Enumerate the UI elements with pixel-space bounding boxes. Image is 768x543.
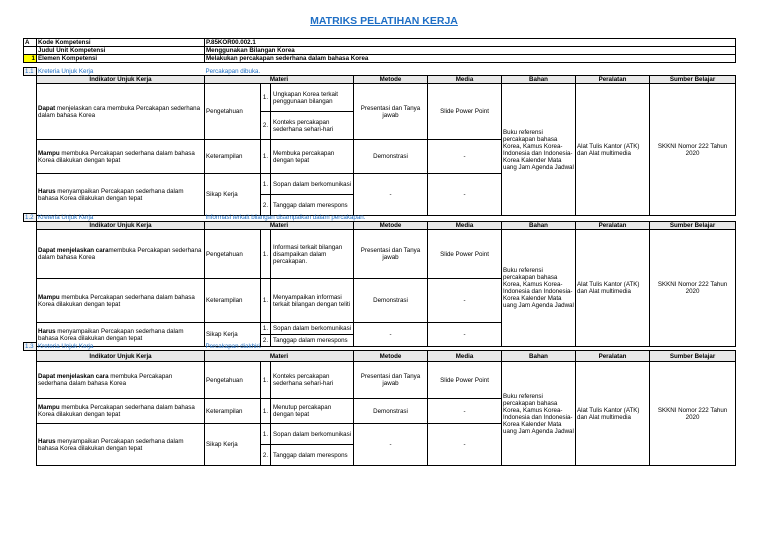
info-row-element <box>24 55 736 63</box>
header-media: Media <box>428 222 502 230</box>
table-header-row <box>24 351 736 362</box>
materi-text: Sopan dalam berkomunikasi <box>273 430 352 438</box>
materi-cell <box>261 399 354 424</box>
indikator-cell <box>37 174 205 216</box>
kriteria-value: Percakapan diakhiri. <box>205 342 262 350</box>
materi-text: Konteks percakapan sederhana sehari-hari <box>273 118 334 133</box>
metode-cell: Presentasi dan Tanya jawab <box>354 362 428 399</box>
kriteria-label: Kreteria Unjuk Kerja <box>38 342 94 350</box>
materi-text: Sopan dalam berkomunikasi <box>273 180 352 188</box>
materi-number: 1. <box>261 174 271 194</box>
aspek-cell: Pengetahuan <box>205 362 261 399</box>
header-materi: Materi <box>205 222 354 230</box>
materi-text: Tanggap dalam merespons <box>273 201 348 209</box>
header-indikator: Indikator Unjuk Kerja <box>37 222 205 230</box>
indikator-bold: Harus <box>38 437 56 445</box>
peralatan-cell: Alat Tulis Kantor (ATK) dan Alat multimedia <box>576 84 650 216</box>
indikator-text: menyampaikan Percakapan sederhana dalam bahasa Korea dilakukan dengan tepat <box>38 437 184 452</box>
kriteria-section <box>23 342 736 466</box>
media-cell: - <box>428 399 502 424</box>
header-sumber: Sumber Belajar <box>650 222 736 230</box>
header-peralatan: Peralatan <box>576 222 650 230</box>
materi-text: Tanggap dalam merespons <box>273 451 348 459</box>
materi-number: 1. <box>261 399 271 423</box>
info-row-title <box>24 47 736 55</box>
bahan-cell: Buku referensi percakapan bahasa Korea, Kamus Korea-Indonesia dan Indonesia-Korea Kalender Mata uang Jam Agenda Jadwal <box>502 84 576 216</box>
indikator-cell <box>37 424 205 466</box>
indikator-text: membuka Percakapan sederhana dalam bahasa Korea <box>38 373 173 387</box>
indikator-text: membuka Percakapan sederhana dalam bahasa Korea dilakukan dengan tepat <box>38 293 195 308</box>
materi-number: 1. <box>261 424 271 444</box>
media-cell: - <box>428 424 502 466</box>
materi-cell <box>261 362 354 399</box>
indikator-text: membuka Percakapan sederhana dalam bahasa Korea <box>38 247 202 261</box>
metode-cell: Presentasi dan Tanya jawab <box>354 230 428 279</box>
indikator-bold: Dapat <box>38 104 56 112</box>
info-label: Judul Unit Kompetensi <box>37 47 205 55</box>
materi-number: 2. <box>261 195 271 215</box>
header-bahan: Bahan <box>502 222 576 230</box>
kriteria-section <box>23 213 736 347</box>
header-peralatan: Peralatan <box>576 76 650 84</box>
info-label: Kode Kompetensi <box>37 39 205 47</box>
info-value: Menggunakan Bilangan Korea <box>205 47 736 55</box>
materi-cell <box>261 174 354 216</box>
indikator-cell <box>37 279 205 323</box>
metode-cell: Presentasi dan Tanya jawab <box>354 84 428 140</box>
materi-number: 1. <box>261 362 271 398</box>
indikator-text: membuka Percakapan sederhana dalam bahasa Korea dilakukan dengan tepat <box>38 149 195 164</box>
sumber-cell: SKKNI Nomor 222 Tahun 2020 <box>650 362 736 466</box>
indikator-bold: Mampu <box>38 404 60 411</box>
info-key: A <box>24 39 37 47</box>
indikator-bold: Mampu <box>38 293 60 301</box>
competency-info-table <box>23 38 736 63</box>
info-row-code <box>24 39 736 47</box>
header-metode: Metode <box>354 222 428 230</box>
aspek-cell: Keterampilan <box>205 399 261 424</box>
info-value: P.85KOR00.002.1 <box>205 39 736 47</box>
table-header-row <box>24 222 736 230</box>
materi-number: 1. <box>261 140 271 173</box>
bahan-cell: Buku referensi percakapan bahasa Korea, Kamus Korea-Indonesia dan Indonesia-Korea Kalender Mata uang Jam Agenda Jadwal <box>502 362 576 466</box>
header-bahan: Bahan <box>502 76 576 84</box>
info-key <box>24 47 37 55</box>
indikator-text: menjelaskan cara membuka Percakapan sederhana dalam bahasa Korea <box>38 104 201 119</box>
materi-text: Informasi terkait bilangan disampaikan dalam percakapan. <box>273 243 343 265</box>
materi-number: 1. <box>261 84 271 111</box>
header-media: Media <box>428 351 502 362</box>
kriteria-row <box>24 214 736 222</box>
peralatan-cell: Alat Tulis Kantor (ATK) dan Alat multimedia <box>576 362 650 466</box>
aspek-cell: Sikap Kerja <box>205 174 261 216</box>
metode-cell: - <box>354 424 428 466</box>
materi-text: Menyampaikan informasi terkait bilangan dengan teliti <box>273 293 351 308</box>
kriteria-value: Informasi terkait bilangan disampaikan dalam percakapan. <box>205 213 366 221</box>
header-peralatan: Peralatan <box>576 351 650 362</box>
materi-cell <box>261 424 354 466</box>
indikator-bold: Harus <box>38 327 56 335</box>
indikator-cell <box>37 230 205 279</box>
header-materi: Materi <box>205 76 354 84</box>
metode-cell: Demonstrasi <box>354 399 428 424</box>
header-metode: Metode <box>354 351 428 362</box>
table-row <box>24 84 736 140</box>
kriteria-label: Kreteria Unjuk Kerja <box>38 67 94 75</box>
kriteria-section <box>23 67 736 216</box>
kriteria-number: 1.2 <box>24 214 37 222</box>
media-cell: Slide Power Point <box>428 84 502 140</box>
kriteria-value: Percakapan dibuka. <box>205 67 261 75</box>
indikator-bold: Harus <box>38 187 56 195</box>
sumber-cell: SKKNI Nomor 222 Tahun 2020 <box>650 230 736 347</box>
materi-text: Sopan dalam berkomunikasi <box>273 325 352 332</box>
materi-number: 2. <box>261 335 271 346</box>
materi-number: 2. <box>261 445 271 465</box>
media-cell: - <box>428 279 502 323</box>
indikator-bold: Dapat menjelaskan cara <box>38 247 109 254</box>
materi-text: Ungkapan Korea terkait penggunaan bilangan <box>273 90 339 105</box>
header-bahan: Bahan <box>502 351 576 362</box>
indikator-bold: Dapat menjelaskan cara <box>38 373 109 380</box>
materi-number: 1. <box>261 279 271 322</box>
kriteria-row <box>24 68 736 76</box>
header-indikator: Indikator Unjuk Kerja <box>37 351 205 362</box>
aspek-cell: Pengetahuan <box>205 84 261 140</box>
indikator-text: membuka Percakapan sederhana dalam bahasa Korea dilakukan dengan tepat <box>38 404 195 418</box>
sumber-cell: SKKNI Nomor 222 Tahun 2020 <box>650 84 736 216</box>
metode-cell: Demonstrasi <box>354 279 428 323</box>
indikator-text: menyampaikan Percakapan sederhana dalam bahasa Korea dilakukan dengan tepat <box>38 327 184 342</box>
materi-cell <box>261 84 354 140</box>
kriteria-label: Kreteria Unjuk Kerja <box>38 213 94 221</box>
kriteria-number: 1.3 <box>24 343 37 351</box>
media-cell: - <box>428 323 502 347</box>
indikator-cell <box>37 84 205 140</box>
aspek-cell: Keterampilan <box>205 279 261 323</box>
metode-cell: Demonstrasi <box>354 140 428 174</box>
materi-number: 2. <box>261 112 271 139</box>
page-title: MATRIKS PELATIHAN KERJA <box>310 15 458 27</box>
header-materi: Materi <box>205 351 354 362</box>
header-metode: Metode <box>354 76 428 84</box>
header-sumber: Sumber Belajar <box>650 76 736 84</box>
media-cell: - <box>428 174 502 216</box>
materi-number: 1. <box>261 323 271 334</box>
indikator-cell <box>37 140 205 174</box>
indikator-cell <box>37 399 205 424</box>
info-label: Elemen Kompetensi <box>37 55 205 63</box>
materi-text: Konteks percakapan sederhana sehari-hari <box>273 373 334 387</box>
indikator-bold: Mampu <box>38 149 60 157</box>
info-key: 1 <box>24 55 37 63</box>
media-cell: Slide Power Point <box>428 230 502 279</box>
bahan-cell: Buku referensi percakapan bahasa Korea, Kamus Korea-Indonesia dan Indonesia-Korea Kalender Mata uang Jam Agenda Jadwal <box>502 230 576 347</box>
materi-cell <box>261 230 354 279</box>
indikator-text: menyampaikan Percakapan sederhana dalam bahasa Korea dilakukan dengan tepat <box>38 187 184 202</box>
materi-cell <box>261 140 354 174</box>
materi-cell <box>261 279 354 323</box>
table-row <box>24 362 736 399</box>
table-header-row <box>24 76 736 84</box>
media-cell: - <box>428 140 502 174</box>
metode-cell: - <box>354 323 428 347</box>
materi-text: Tanggap dalam merespons <box>273 337 348 344</box>
header-sumber: Sumber Belajar <box>650 351 736 362</box>
aspek-cell: Keterampilan <box>205 140 261 174</box>
aspek-cell: Sikap Kerja <box>205 323 261 347</box>
aspek-cell: Pengetahuan <box>205 230 261 279</box>
table-row <box>24 230 736 279</box>
header-indikator: Indikator Unjuk Kerja <box>37 76 205 84</box>
materi-text: Menutup percakapan dengan tepat <box>273 404 332 418</box>
info-value: Melakukan percakapan sederhana dalam bahasa Korea <box>205 55 736 63</box>
indikator-cell <box>37 362 205 399</box>
aspek-cell: Sikap Kerja <box>205 424 261 466</box>
metode-cell: - <box>354 174 428 216</box>
header-media: Media <box>428 76 502 84</box>
peralatan-cell: Alat Tulis Kantor (ATK) dan Alat multimedia <box>576 230 650 347</box>
materi-text: Membuka percakapan dengan tepat <box>273 149 335 164</box>
materi-number: 1. <box>261 230 271 278</box>
kriteria-row <box>24 343 736 351</box>
kriteria-number: 1.1 <box>24 68 37 76</box>
media-cell: Slide Power Point <box>428 362 502 399</box>
